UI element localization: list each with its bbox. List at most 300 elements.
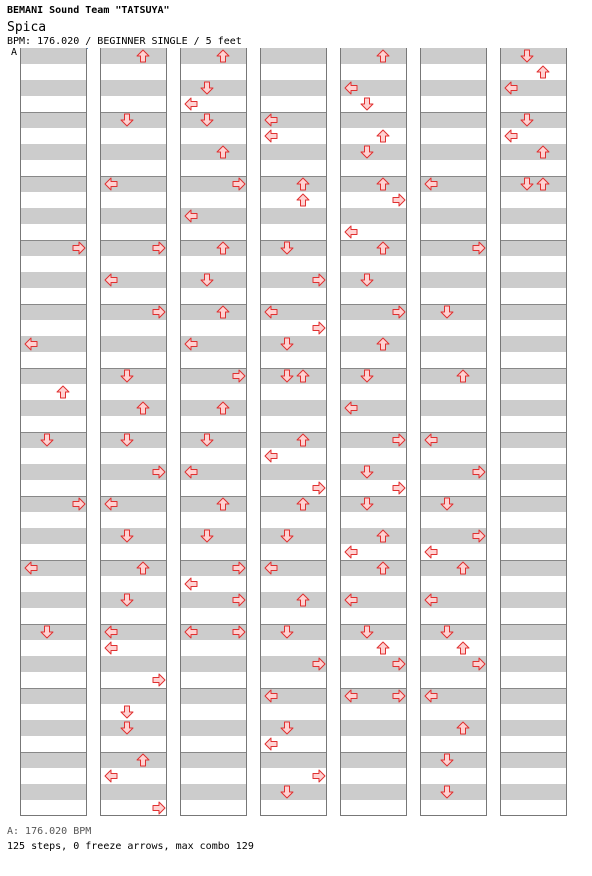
beat-stripe: [501, 688, 566, 704]
beat-stripe: [501, 560, 566, 576]
beat-stripe: [21, 224, 86, 240]
step-arrow-up-icon: [536, 177, 550, 191]
step-arrow-right-icon: [392, 689, 406, 703]
measure-line: [181, 240, 246, 241]
beat-stripe: [421, 48, 486, 64]
beat-stripe: [421, 320, 486, 336]
step-arrow-left-icon: [264, 449, 278, 463]
beat-stripe: [421, 208, 486, 224]
beat-stripe: [21, 784, 86, 800]
measure-line: [341, 752, 406, 753]
measure-line: [261, 176, 326, 177]
beat-stripe: [21, 640, 86, 656]
beat-stripe: [181, 768, 246, 784]
beat-stripe: [501, 368, 566, 384]
step-arrow-down-icon: [280, 337, 294, 351]
beat-stripe: [101, 656, 166, 672]
beat-stripe: [341, 768, 406, 784]
beat-stripe: [341, 640, 406, 656]
beat-stripe: [501, 624, 566, 640]
song-artist: BEMANI Sound Team "TATSUYA": [7, 5, 170, 16]
beat-stripe: [181, 752, 246, 768]
beat-stripe: [421, 448, 486, 464]
beat-stripe: [181, 512, 246, 528]
step-arrow-down-icon: [360, 625, 374, 639]
beat-stripe: [421, 400, 486, 416]
beat-stripe: [181, 304, 246, 320]
measure-line: [501, 240, 566, 241]
beat-stripe: [21, 800, 86, 816]
beat-stripe: [181, 656, 246, 672]
beat-stripe: [101, 512, 166, 528]
step-arrow-right-icon: [152, 465, 166, 479]
step-arrow-left-icon: [184, 625, 198, 639]
beat-stripe: [101, 560, 166, 576]
beat-stripe: [261, 752, 326, 768]
beat-stripe: [341, 352, 406, 368]
step-arrow-left-icon: [104, 625, 118, 639]
beat-stripe: [181, 256, 246, 272]
beat-stripe: [501, 240, 566, 256]
beat-stripe: [501, 576, 566, 592]
beat-stripe: [181, 416, 246, 432]
measure-line: [101, 752, 166, 753]
beat-stripe: [261, 256, 326, 272]
step-arrow-down-icon: [120, 529, 134, 543]
step-arrow-up-icon: [376, 129, 390, 143]
step-arrow-down-icon: [280, 369, 294, 383]
step-arrow-left-icon: [104, 177, 118, 191]
step-arrow-up-icon: [296, 497, 310, 511]
step-arrow-down-icon: [520, 177, 534, 191]
beat-stripe: [181, 672, 246, 688]
beat-stripe: [181, 352, 246, 368]
beat-stripe: [501, 608, 566, 624]
step-arrow-left-icon: [344, 545, 358, 559]
step-arrow-down-icon: [280, 785, 294, 799]
beat-stripe: [501, 64, 566, 80]
step-arrow-down-icon: [120, 721, 134, 735]
beat-stripe: [341, 512, 406, 528]
beat-stripe: [501, 320, 566, 336]
beat-stripe: [21, 160, 86, 176]
beat-stripe: [341, 336, 406, 352]
beat-stripe: [181, 640, 246, 656]
beat-stripe: [261, 640, 326, 656]
step-arrow-left-icon: [344, 225, 358, 239]
measure-line: [421, 560, 486, 561]
step-arrow-down-icon: [360, 97, 374, 111]
beat-stripe: [421, 480, 486, 496]
step-arrow-left-icon: [104, 769, 118, 783]
beat-stripe: [261, 80, 326, 96]
beat-stripe: [101, 576, 166, 592]
step-arrow-right-icon: [232, 561, 246, 575]
beat-stripe: [421, 192, 486, 208]
beat-stripe: [261, 576, 326, 592]
step-arrow-down-icon: [200, 433, 214, 447]
beat-stripe: [341, 672, 406, 688]
beat-stripe: [341, 288, 406, 304]
step-arrow-down-icon: [360, 369, 374, 383]
beat-stripe: [501, 416, 566, 432]
step-arrow-up-icon: [456, 721, 470, 735]
beat-stripe: [501, 480, 566, 496]
beat-stripe: [101, 128, 166, 144]
step-arrow-up-icon: [376, 177, 390, 191]
step-arrow-down-icon: [200, 81, 214, 95]
step-arrow-down-icon: [200, 273, 214, 287]
step-arrow-down-icon: [40, 625, 54, 639]
step-arrow-left-icon: [264, 113, 278, 127]
step-arrow-up-icon: [456, 369, 470, 383]
measure-line: [21, 752, 86, 753]
beat-stripe: [101, 544, 166, 560]
beat-stripe: [341, 160, 406, 176]
beat-stripe: [421, 224, 486, 240]
step-arrow-up-icon: [376, 241, 390, 255]
step-arrow-up-icon: [536, 145, 550, 159]
step-arrow-right-icon: [472, 657, 486, 671]
step-arrow-right-icon: [312, 273, 326, 287]
step-arrow-up-icon: [296, 193, 310, 207]
beat-stripe: [101, 384, 166, 400]
beat-stripe: [261, 416, 326, 432]
beat-stripe: [341, 784, 406, 800]
step-arrow-right-icon: [312, 769, 326, 783]
beat-stripe: [341, 736, 406, 752]
measure-line: [341, 560, 406, 561]
beat-stripe: [181, 800, 246, 816]
beat-stripe: [21, 528, 86, 544]
measure-line: [341, 176, 406, 177]
beat-stripe: [501, 144, 566, 160]
beat-stripe: [341, 560, 406, 576]
beat-stripe: [421, 640, 486, 656]
measure-line: [501, 304, 566, 305]
beat-stripe: [341, 800, 406, 816]
step-arrow-up-icon: [216, 49, 230, 63]
beat-stripe: [181, 320, 246, 336]
beat-stripe: [21, 256, 86, 272]
beat-stripe: [341, 704, 406, 720]
step-arrow-left-icon: [424, 433, 438, 447]
chart-meta: BPM: 176.020 / BEGINNER SINGLE / 5 feet: [7, 36, 242, 47]
step-arrow-up-icon: [296, 369, 310, 383]
beat-stripe: [421, 128, 486, 144]
beat-stripe: [501, 752, 566, 768]
beat-stripe: [21, 144, 86, 160]
beat-stripe: [341, 112, 406, 128]
chart-column: [180, 48, 247, 816]
measure-line: [181, 496, 246, 497]
beat-stripe: [421, 160, 486, 176]
beat-stripe: [181, 688, 246, 704]
step-arrow-left-icon: [344, 689, 358, 703]
step-arrow-right-icon: [472, 465, 486, 479]
step-arrow-up-icon: [216, 401, 230, 415]
step-arrow-down-icon: [120, 433, 134, 447]
beat-stripe: [501, 656, 566, 672]
beat-stripe: [261, 800, 326, 816]
step-arrow-down-icon: [120, 369, 134, 383]
step-arrow-left-icon: [344, 401, 358, 415]
measure-line: [181, 688, 246, 689]
beat-stripe: [101, 208, 166, 224]
beat-stripe: [101, 608, 166, 624]
beat-stripe: [501, 720, 566, 736]
beat-stripe: [501, 288, 566, 304]
beat-stripe: [341, 176, 406, 192]
beat-stripe: [101, 752, 166, 768]
beat-stripe: [261, 608, 326, 624]
beat-stripe: [421, 288, 486, 304]
beat-stripe: [101, 288, 166, 304]
measure-line: [501, 688, 566, 689]
beat-stripe: [21, 176, 86, 192]
beat-stripe: [261, 192, 326, 208]
step-arrow-up-icon: [216, 241, 230, 255]
step-arrow-left-icon: [184, 465, 198, 479]
beat-stripe: [181, 400, 246, 416]
beat-stripe: [21, 128, 86, 144]
step-arrow-left-icon: [104, 273, 118, 287]
beat-stripe: [21, 304, 86, 320]
beat-stripe: [101, 480, 166, 496]
chart-column: [260, 48, 327, 816]
step-arrow-right-icon: [232, 369, 246, 383]
beat-stripe: [181, 384, 246, 400]
footer-stats: 125 steps, 0 freeze arrows, max combo 129: [7, 841, 254, 852]
step-arrow-down-icon: [440, 625, 454, 639]
beat-stripe: [101, 352, 166, 368]
beat-stripe: [341, 240, 406, 256]
measure-line: [501, 624, 566, 625]
beat-stripe: [181, 784, 246, 800]
measure-line: [101, 688, 166, 689]
beat-stripe: [261, 496, 326, 512]
beat-stripe: [21, 656, 86, 672]
beat-stripe: [181, 288, 246, 304]
beat-stripe: [341, 48, 406, 64]
step-arrow-left-icon: [504, 129, 518, 143]
beat-stripe: [341, 528, 406, 544]
beat-stripe: [261, 512, 326, 528]
measure-line: [21, 112, 86, 113]
step-arrow-up-icon: [456, 641, 470, 655]
beat-stripe: [181, 160, 246, 176]
beat-stripe: [421, 800, 486, 816]
step-arrow-left-icon: [264, 129, 278, 143]
step-arrow-down-icon: [440, 753, 454, 767]
step-arrow-up-icon: [296, 177, 310, 191]
beat-stripe: [501, 352, 566, 368]
beat-stripe: [21, 672, 86, 688]
step-arrow-up-icon: [376, 337, 390, 351]
measure-line: [181, 304, 246, 305]
step-arrow-left-icon: [24, 561, 38, 575]
step-arrow-up-icon: [376, 561, 390, 575]
beat-stripe: [501, 304, 566, 320]
beat-stripe: [501, 160, 566, 176]
step-arrow-up-icon: [216, 305, 230, 319]
beat-stripe: [181, 496, 246, 512]
beat-stripe: [261, 224, 326, 240]
beat-stripe: [21, 688, 86, 704]
beat-stripe: [21, 96, 86, 112]
beat-stripe: [21, 400, 86, 416]
step-arrow-right-icon: [472, 241, 486, 255]
beat-stripe: [341, 752, 406, 768]
measure-line: [261, 752, 326, 753]
beat-stripe: [181, 736, 246, 752]
step-arrow-right-icon: [392, 305, 406, 319]
beat-stripe: [261, 160, 326, 176]
beat-stripe: [261, 704, 326, 720]
beat-stripe: [101, 400, 166, 416]
measure-line: [501, 560, 566, 561]
step-arrow-left-icon: [264, 305, 278, 319]
beat-stripe: [101, 448, 166, 464]
beat-stripe: [101, 80, 166, 96]
step-arrow-left-icon: [424, 593, 438, 607]
beat-stripe: [181, 128, 246, 144]
beat-stripe: [341, 256, 406, 272]
step-arrow-up-icon: [376, 529, 390, 543]
beat-stripe: [261, 352, 326, 368]
beat-stripe: [501, 224, 566, 240]
step-arrow-down-icon: [280, 721, 294, 735]
measure-line: [261, 432, 326, 433]
beat-stripe: [341, 384, 406, 400]
step-arrow-up-icon: [296, 433, 310, 447]
beat-stripe: [101, 336, 166, 352]
step-arrow-left-icon: [184, 209, 198, 223]
beat-stripe: [501, 400, 566, 416]
step-arrow-left-icon: [504, 81, 518, 95]
step-arrow-up-icon: [216, 145, 230, 159]
measure-line: [101, 560, 166, 561]
beat-stripe: [101, 192, 166, 208]
chart-column: [100, 48, 167, 816]
beat-stripe: [101, 144, 166, 160]
beat-stripe: [501, 704, 566, 720]
beat-stripe: [421, 704, 486, 720]
beat-stripe: [421, 384, 486, 400]
beat-stripe: [261, 208, 326, 224]
beat-stripe: [21, 112, 86, 128]
beat-stripe: [501, 496, 566, 512]
beat-stripe: [181, 720, 246, 736]
beat-stripe: [181, 544, 246, 560]
step-arrow-up-icon: [456, 561, 470, 575]
step-arrow-right-icon: [152, 801, 166, 815]
beat-stripe: [261, 288, 326, 304]
step-arrow-left-icon: [264, 689, 278, 703]
beat-stripe: [101, 256, 166, 272]
beat-stripe: [101, 416, 166, 432]
song-title: Spica: [7, 20, 47, 35]
footer-bpm: A: 176.020 BPM: [7, 826, 92, 837]
beat-stripe: [501, 256, 566, 272]
step-arrow-down-icon: [120, 113, 134, 127]
beat-stripe: [421, 272, 486, 288]
step-arrow-right-icon: [312, 657, 326, 671]
step-arrow-up-icon: [376, 49, 390, 63]
beat-stripe: [501, 528, 566, 544]
beat-stripe: [21, 464, 86, 480]
beat-stripe: [501, 432, 566, 448]
beat-stripe: [421, 80, 486, 96]
beat-stripe: [261, 464, 326, 480]
beat-stripe: [421, 256, 486, 272]
beat-stripe: [21, 384, 86, 400]
step-arrow-left-icon: [184, 97, 198, 111]
step-arrow-left-icon: [184, 337, 198, 351]
beat-stripe: [501, 768, 566, 784]
beat-stripe: [21, 192, 86, 208]
step-arrow-down-icon: [280, 241, 294, 255]
beat-stripe: [21, 288, 86, 304]
beat-stripe: [21, 272, 86, 288]
step-arrow-down-icon: [520, 113, 534, 127]
step-arrow-down-icon: [40, 433, 54, 447]
beat-stripe: [501, 736, 566, 752]
step-arrow-down-icon: [360, 465, 374, 479]
beat-stripe: [421, 768, 486, 784]
beat-stripe: [501, 272, 566, 288]
beat-stripe: [101, 96, 166, 112]
step-arrow-up-icon: [136, 49, 150, 63]
beat-stripe: [21, 320, 86, 336]
beat-stripe: [261, 672, 326, 688]
beat-stripe: [21, 64, 86, 80]
beat-stripe: [501, 800, 566, 816]
step-arrow-left-icon: [264, 737, 278, 751]
beat-stripe: [21, 80, 86, 96]
beat-stripe: [501, 512, 566, 528]
measure-line: [501, 432, 566, 433]
beat-stripe: [421, 560, 486, 576]
chart-column: [340, 48, 407, 816]
measure-line: [261, 496, 326, 497]
step-arrow-right-icon: [152, 305, 166, 319]
beat-stripe: [261, 96, 326, 112]
step-arrow-left-icon: [424, 545, 438, 559]
beat-stripe: [181, 144, 246, 160]
measure-line: [181, 752, 246, 753]
beat-stripe: [421, 672, 486, 688]
measure-line: [21, 176, 86, 177]
beat-stripe: [501, 336, 566, 352]
beat-stripe: [501, 192, 566, 208]
beat-stripe: [181, 480, 246, 496]
beat-stripe: [21, 576, 86, 592]
beat-stripe: [181, 240, 246, 256]
step-arrow-down-icon: [520, 49, 534, 63]
beat-stripe: [261, 432, 326, 448]
measure-line: [341, 240, 406, 241]
beat-stripe: [341, 128, 406, 144]
step-arrow-down-icon: [440, 497, 454, 511]
step-arrow-right-icon: [392, 433, 406, 447]
step-arrow-down-icon: [360, 497, 374, 511]
beat-stripe: [21, 416, 86, 432]
step-arrow-up-icon: [296, 593, 310, 607]
step-arrow-right-icon: [72, 241, 86, 255]
beat-stripe: [341, 720, 406, 736]
beat-stripe: [421, 112, 486, 128]
